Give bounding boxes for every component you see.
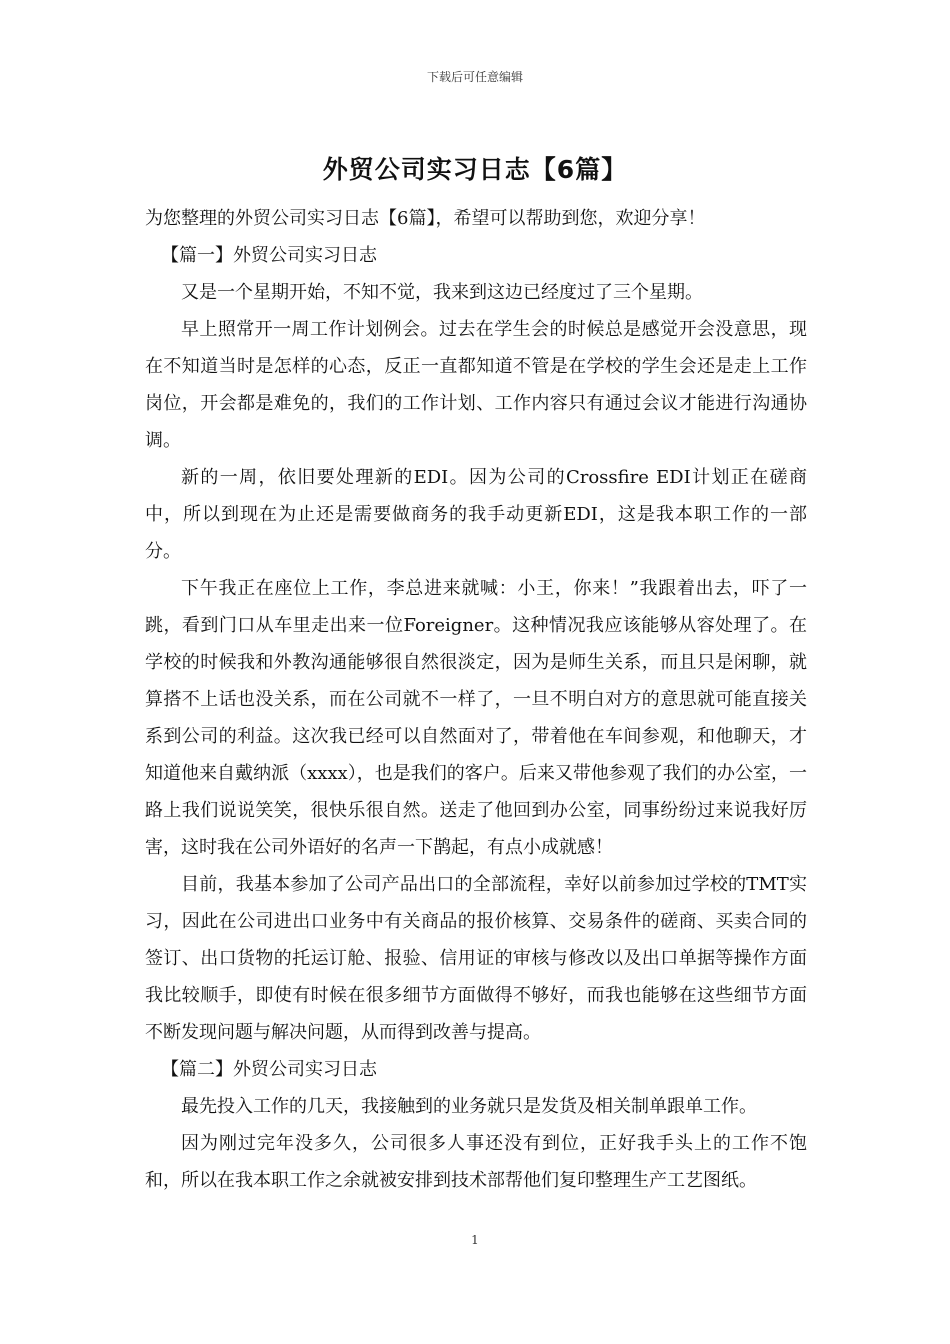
paragraph: 目前，我基本参加了公司产品出口的全部流程，幸好以前参加过学校的TMT实习，因此在公司进出口业务中有关商品的报价核算、交易条件的磋商、买卖合同的签订、出口货物的托运订舱、报验、信用证的审核与修改以及出口单据等操作方面我比较顺手，即使有时候在很多细节方面做得不够好，而我也能够在这些细节方面不断发现问题与解决问题，从而得到改善与提高。 (145, 874, 807, 1043)
paragraph: 因为刚过完年没多久，公司很多人事还没有到位，正好我手头上的工作不饱和，所以在我本职工作之余就被安排到技术部帮他们复印整理生产工艺图纸。 (145, 1133, 807, 1191)
paragraph: 早上照常开一周工作计划例会。过去在学生会的时候总是感觉开会没意思，现在不知道当时是怎样的心态，反正一直都知道不管是在学校的学生会还是走上工作岗位，开会都是难免的，我们的工作计划、工作内容只有通过会议才能进行沟通协调。 (145, 319, 807, 451)
paragraph: 新的一周，依旧要处理新的EDI。因为公司的Crossfire EDI计划正在磋商中，所以到现在为止还是需要做商务的我手动更新EDI，这是我本职工作的一部分。 (145, 467, 807, 562)
paragraph: 又是一个星期开始，不知不觉，我来到这边已经度过了三个星期。 (181, 282, 703, 303)
intro-paragraph: 为您整理的外贸公司实习日志【6篇】，希望可以帮助到您，欢迎分享！ (145, 208, 706, 229)
paragraph: 最先投入工作的几天，我接触到的业务就只是发货及相关制单跟单工作。 (181, 1096, 757, 1117)
section-heading-2: 【篇二】外贸公司实习日志 (161, 1059, 377, 1080)
document-body (145, 200, 807, 1199)
paragraph: 下午我正在座位上工作，李总进来就喊：小王，你来！”我跟着出去，吓了一跳，看到门口从车里走出来一位Foreigner。这种情况我应该能够从容处理了。在学校的时候我和外教沟通能够很自然很淡定，因为是师生关系，而且只是闲聊，就算搭不上话也没关系，而在公司就不一样了，一旦不明白对方的意思就可能直接关系到公司的利益。这次我已经可以自然面对了，带着他在车间参观，和他聊天，才知道他来自戴纳派（xxxx），也是我们的客户。后来又带他参观了我们的办公室，一路上我们说说笑笑，很快乐很自然。送走了他回到办公室，同事纷纷过来说我好厉害，这时我在公司外语好的名声一下鹊起，有点小成就感！ (145, 578, 807, 858)
page-number: 1 (471, 1233, 479, 1247)
page-header: 下载后可任意编辑 (426, 70, 523, 84)
document-title: 外贸公司实习日志【6篇】 (322, 155, 628, 184)
section-heading-1: 【篇一】外贸公司实习日志 (161, 245, 377, 266)
